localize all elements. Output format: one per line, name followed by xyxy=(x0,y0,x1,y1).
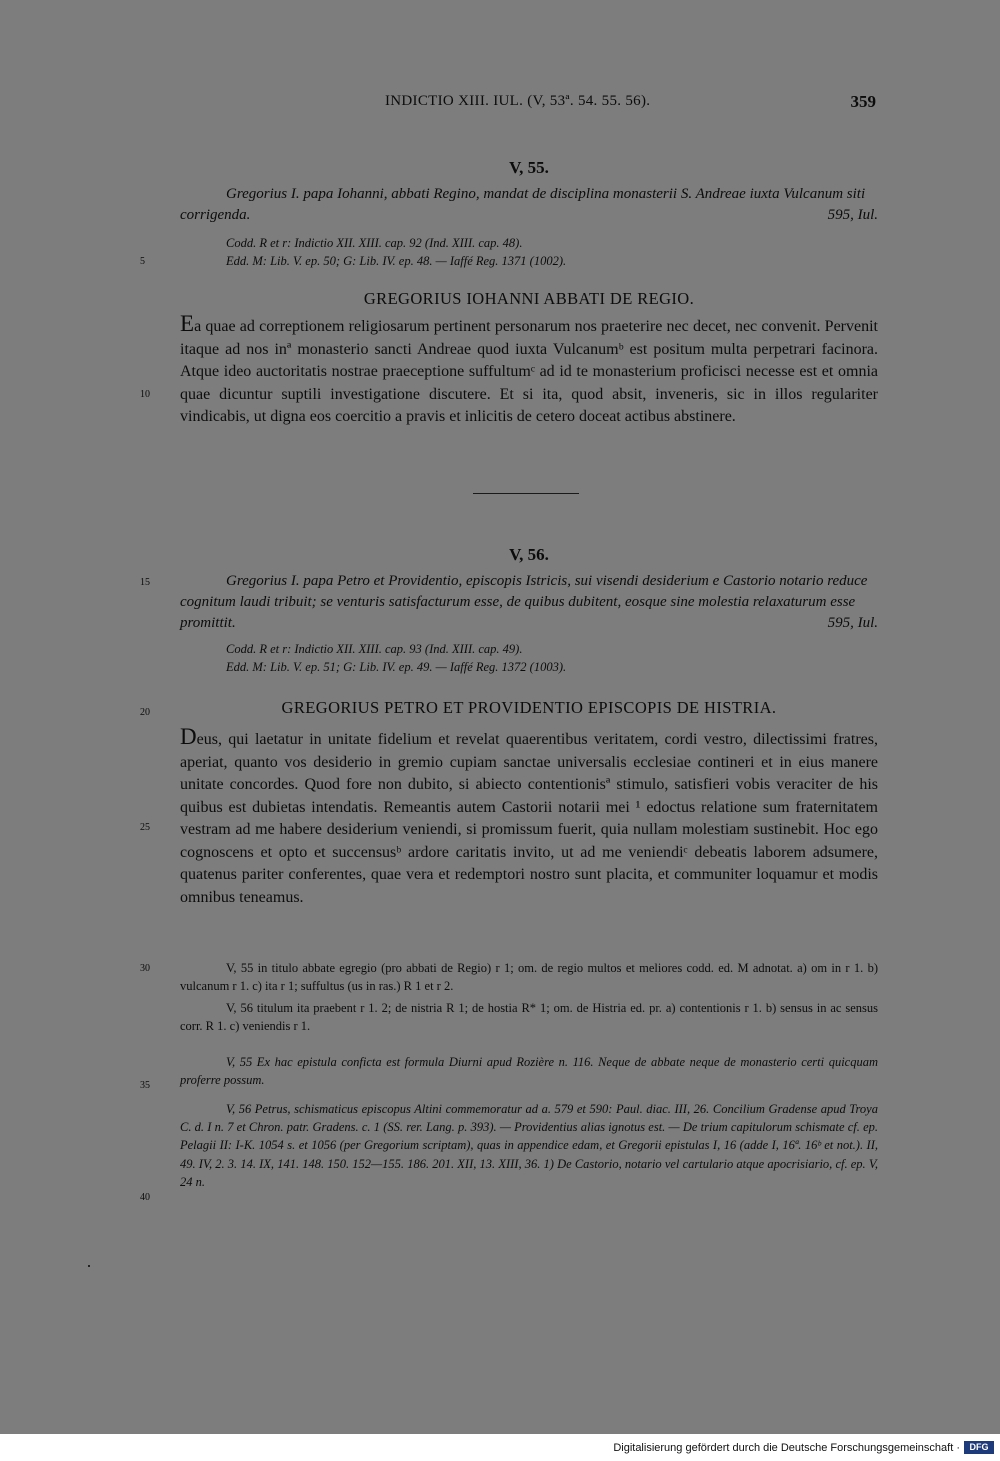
letter-number: V, 56. xyxy=(509,545,549,564)
regest xyxy=(180,571,878,634)
section-divider xyxy=(473,493,579,494)
commentary-note: V, 55 Ex hac epistula conficta est formula Diurni apud Rozière n. 116. Neque de abbate neque de monasterio certi quicquam proferre possum. xyxy=(180,1055,878,1088)
letter-title: GREGORIUS PETRO ET PROVIDENTIO EPISCOPIS DE HISTRIA. xyxy=(281,698,777,717)
initial-letter: D xyxy=(180,724,197,749)
letter-text xyxy=(180,311,878,429)
commentary-note: V, 56 Petrus, schismaticus episcopus Altini commemoratur ad a. 579 et 590: Paul. diac. III, 26. Concilium Gradense apud Troya C. d. I n. 7 et Chron. patr. Gradens. c. 1 (SS. rer. Lang. p. 393). — Providentius alias ignotus est. — De trium capitulorum schismate cf. ep. Pelagii II: I-K. 1054 s. et 1056 (per Gregorium scriptam), quas in appendice edam, et Gregorii epistulas I, 16 (adde I, 16ª. 16ᵇ et not.). II, 49. IV, 2. 3. 14. IX, 141. 148. 150. 152—155. 186. 201. XII, 13. XIII, 36. 1) De Castorio, notario vel cartulario atque apocrisiario, cf. ep. V, 24 n. xyxy=(180,1102,878,1189)
line-number: 15 xyxy=(140,577,150,588)
line-number: 5 xyxy=(140,256,145,267)
editions-line: Edd. M: Lib. V. ep. 51; G: Lib. IV. ep. 49. — Iaffé Reg. 1372 (1003). xyxy=(226,660,567,674)
letter-title: GREGORIUS IOHANNI ABBATI DE REGIO. xyxy=(363,289,695,308)
page-number: 359 xyxy=(850,92,876,111)
regest xyxy=(180,184,878,226)
line-number: 10 xyxy=(140,389,150,400)
codices-line: Codd. R et r: Indictio XII. XIII. cap. 93 (Ind. XIII. cap. 49). xyxy=(226,642,523,656)
letter-number: V, 55. xyxy=(509,158,549,177)
line-number: 20 xyxy=(140,707,150,718)
letter-text xyxy=(180,724,878,909)
page-header xyxy=(180,93,878,117)
regest-date: 595, Iul. xyxy=(827,207,878,223)
apparatus-note: V, 55 in titulo abbate egregio (pro abbati de Regio) r 1; om. de regio multos et meliores codd. ed. M adnotat. a) om in r 1. b) vulcanum r 1. c) ita r 1; suffultus (us in ras.) R 1 et r 2. xyxy=(180,961,878,994)
editions-line: Edd. M: Lib. V. ep. 50; G: Lib. IV. ep. 48. — Iaffé Reg. 1371 (1002). xyxy=(226,254,567,268)
line-number: 35 xyxy=(140,1080,150,1091)
running-head: INDICTIO XIII. IUL. (V, 53ª. 54. 55. 56). xyxy=(385,93,651,109)
funding-notice: Digitalisierung gefördert durch die Deutsche Forschungsgemeinschaft · xyxy=(613,1442,960,1454)
initial-letter: E xyxy=(180,311,195,336)
regest-text: Gregorius I. papa Iohanni, abbati Regino, mandat de disciplina monasterii S. Andreae iuxta Vulcanum siti corrigenda. xyxy=(180,186,866,223)
letter-body: eus, qui laetatur in unitate fidelium et revelat quaerentibus veritatem, cordi vestro, dilectissimi fratres, aperiat, quanto vos desiderio in gremio cupiam sanctae universalis ecclesiae contineri et in eius manere unitate concordes. Quod fore non dubito, si abiecto contentionisª stimulo, satisfieri vobis veraciter de his quibus est dubietas intendatis. Remeantis autem Castorii notarii mei ¹ edoctus relatione sum fraternitatem vestram ad me habere desiderium veniendi, si promissum fuerit, quia nullam molestiam sustinebit. Hoc ego cognoscens et opto et succensusᵇ ardore caritatis invito, ut ad me veniendiᶜ debeatis laborem adsumere, quatenus pariter conferentes, quae vera et redemptori nostro sunt placita, et communiter loquamur et modis omnibus teneamus. xyxy=(180,731,878,906)
line-number: 40 xyxy=(140,1192,150,1203)
scan-speck xyxy=(88,1265,90,1267)
dfg-logo-icon[interactable]: DFG xyxy=(964,1441,994,1454)
letter-body: a quae ad correptionem religiosarum pertinent personarum nos praeterire nec decet, nec convenit. Pervenit itaque ad nos inª monasterio sancti Andreae quod iuxta Vulcanumᵇ est positum multa perpetrari facinora. Atque ideo auctoritatis nostrae praeceptione suffultumᶜ ad id te monasterium proficisci necesse est et omnia quae dicuntur suptili investigatione discutere. Et si ita, quod absit, inveneris, sic in illos regulariter vindicabis, ut digna eos coercitio a pravis et inlicitis de cetero doceat actibus abstinere. xyxy=(180,318,878,425)
regest-text: Gregorius I. papa Petro et Providentio, episcopis Istricis, sui visendi desiderium e Castorio notario reduce cognitum laudi tribuit; se venturis satisfacturum esse, de quibus dubitent, eosque sine molestia relaxaturum esse promittit. xyxy=(180,573,868,631)
footer-bar xyxy=(0,1434,1000,1461)
codices-line: Codd. R et r: Indictio XII. XIII. cap. 92 (Ind. XIII. cap. 48). xyxy=(226,236,523,250)
regest-date: 595, Iul. xyxy=(827,615,878,631)
apparatus-note: V, 56 titulum ita praebent r 1. 2; de nistria R 1; de hostia R* 1; om. de Histria ed. pr. a) contentionis r 1. b) sensus in ac sensus corr. R 1. c) veniendis r 1. xyxy=(180,1001,878,1034)
line-number: 30 xyxy=(140,963,150,974)
line-number: 25 xyxy=(140,822,150,833)
